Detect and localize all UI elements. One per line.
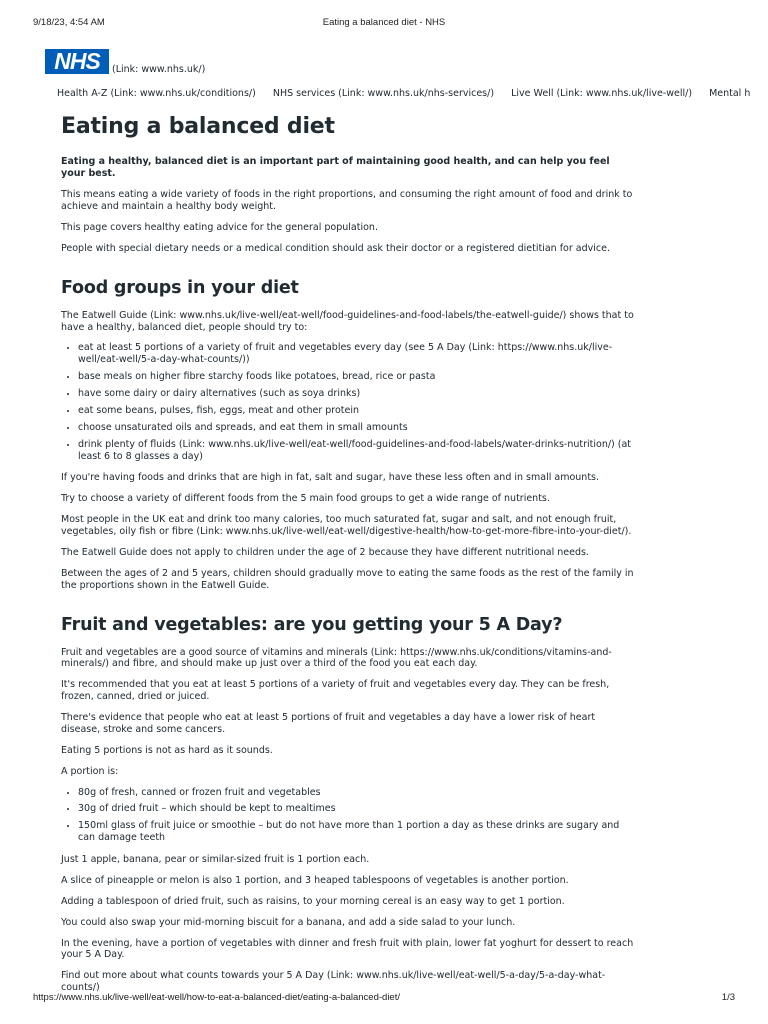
print-datetime: 9/18/23, 4:54 AM <box>33 17 105 28</box>
paragraph: Fruit and vegetables are a good source of vitamins and minerals (Link: https://www.nhs.uk/conditions/vitamins-and-minerals/) and fibre, and should make up just over a third of the food you eat each day. <box>61 646 612 670</box>
logo-link-text[interactable]: (Link: www.nhs.uk/) <box>112 64 206 75</box>
lead-paragraph: Eating a healthy, balanced diet is an important part of maintaining good health, and can help you feel your best. <box>61 156 610 180</box>
print-title: Eating a balanced diet - NHS <box>322 17 446 28</box>
section-heading-fruit-veg: Fruit and vegetables: are you getting your 5 A Day? <box>61 614 563 635</box>
nav-item-nhs-services[interactable]: NHS services (Link: www.nhs.uk/nhs-services/) <box>272 88 495 99</box>
paragraph: You could also swap your mid-morning biscuit for a banana, and add a side salad to your lunch. <box>61 916 516 928</box>
list-item: • 80g of fresh, canned or frozen fruit and vegetables <box>78 787 636 799</box>
section-heading-food-groups: Food groups in your diet <box>61 277 299 298</box>
paragraph: There's evidence that people who eat at least 5 portions of fruit and vegetables a day have a lower risk of heart disease, stroke and some cancers. <box>61 712 596 735</box>
paragraph: Adding a tablespoon of dried fruit, such as raisins, to your morning cereal is an easy way to get 1 portion. <box>61 895 565 907</box>
food-groups-list <box>61 342 636 462</box>
paragraph: Between the ages of 2 and 5 years, children should gradually move to eating the same foods as the rest of the family in the proportions shown in the Eatwell Guide. <box>61 567 634 591</box>
paragraph: A portion is: <box>61 765 119 777</box>
paragraph: Most people in the UK eat and drink too many calories, too much saturated fat, sugar and salt, and not enough fruit, vegetables, oily fish or fibre (Link: www.nhs.uk/live-well/eat-well/digestive-health/how-to-get-more-fibre-into-your-diet/). <box>61 514 632 538</box>
nav-item-health-a-z[interactable]: Health A-Z (Link: www.nhs.uk/conditions/) <box>57 88 256 99</box>
page-title: Eating a balanced diet <box>61 114 335 139</box>
print-url: https://www.nhs.uk/live-well/eat-well/how-to-eat-a-balanced-diet/eating-a-balanced-diet/ <box>33 992 400 1003</box>
paragraph: Eating 5 portions is not as hard as it sounds. <box>61 744 273 756</box>
page-number: 1/3 <box>721 992 735 1003</box>
portion-list <box>61 787 636 845</box>
list-item: • 30g of dried fruit – which should be kept to mealtimes <box>78 803 636 815</box>
paragraph: If you're having foods and drinks that are high in fat, salt and sugar, have these less often and in small amounts. <box>61 472 600 484</box>
list-item: • choose unsaturated oils and spreads, and eat them in small amounts <box>78 422 636 434</box>
list-item: • eat at least 5 portions of a variety of fruit and vegetables every day (see 5 A Day (Link: https://www.nhs.uk/live-well/eat-well/5-a-day-what-counts/)) <box>78 342 636 366</box>
list-item: • have some dairy or dairy alternatives (such as soya drinks) <box>78 388 636 400</box>
paragraph: Find out more about what counts towards your 5 A Day (Link: www.nhs.uk/live-well/eat-well/5-a-day/5-a-day-what-counts/) <box>61 970 606 994</box>
paragraph: Just 1 apple, banana, pear or similar-sized fruit is 1 portion each. <box>61 854 370 866</box>
nhs-logo[interactable]: NHS <box>45 49 109 74</box>
paragraph: The Eatwell Guide (Link: www.nhs.uk/live-well/eat-well/food-guidelines-and-food-labels/the-eatwell-guide/) shows that to have a healthy, balanced diet, people should try to: <box>61 309 634 333</box>
paragraph: Try to choose a variety of different foods from the 5 main food groups to get a wide range of nutrients. <box>61 493 550 505</box>
list-item: • drink plenty of fluids (Link: www.nhs.uk/live-well/eat-well/food-guidelines-and-food-labels/water-drinks-nutrition/) (at least 6 to 8 glasses a day) <box>78 439 636 463</box>
list-item: • base meals on higher fibre starchy foods like potatoes, bread, rice or pasta <box>78 371 636 383</box>
paragraph: A slice of pineapple or melon is also 1 portion, and 3 heaped tablespoons of vegetables is another portion. <box>61 874 569 886</box>
logo-row <box>45 49 205 74</box>
main-nav <box>57 88 768 102</box>
paragraph: This means eating a wide variety of foods in the right proportions, and consuming the right amount of food and drink to achieve and maintain a healthy body weight. <box>61 189 633 213</box>
list-item: • 150ml glass of fruit juice or smoothie – but do not have more than 1 portion a day as these drinks are sugary and can damage teeth <box>78 820 636 844</box>
paragraph: It's recommended that you eat at least 5 portions of a variety of fruit and vegetables every day. They can be fresh, frozen, canned, dried or juiced. <box>61 679 610 703</box>
list-item: • eat some beans, pulses, fish, eggs, meat and other protein <box>78 405 636 417</box>
nav-item-live-well[interactable]: Live Well (Link: www.nhs.uk/live-well/) <box>511 88 693 99</box>
paragraph: This page covers healthy eating advice for the general population. <box>61 221 378 233</box>
paragraph: In the evening, have a portion of vegetables with dinner and fresh fruit with plain, lower fat yoghurt for dessert to reach your 5 A Day. <box>61 937 634 961</box>
article <box>61 114 636 1003</box>
nav-item-mental-health[interactable]: Mental h <box>709 88 751 99</box>
paragraph: People with special dietary needs or a medical condition should ask their doctor or a registered dietitian for advice. <box>61 242 610 254</box>
paragraph: The Eatwell Guide does not apply to children under the age of 2 because they have different nutritional needs. <box>61 546 589 558</box>
